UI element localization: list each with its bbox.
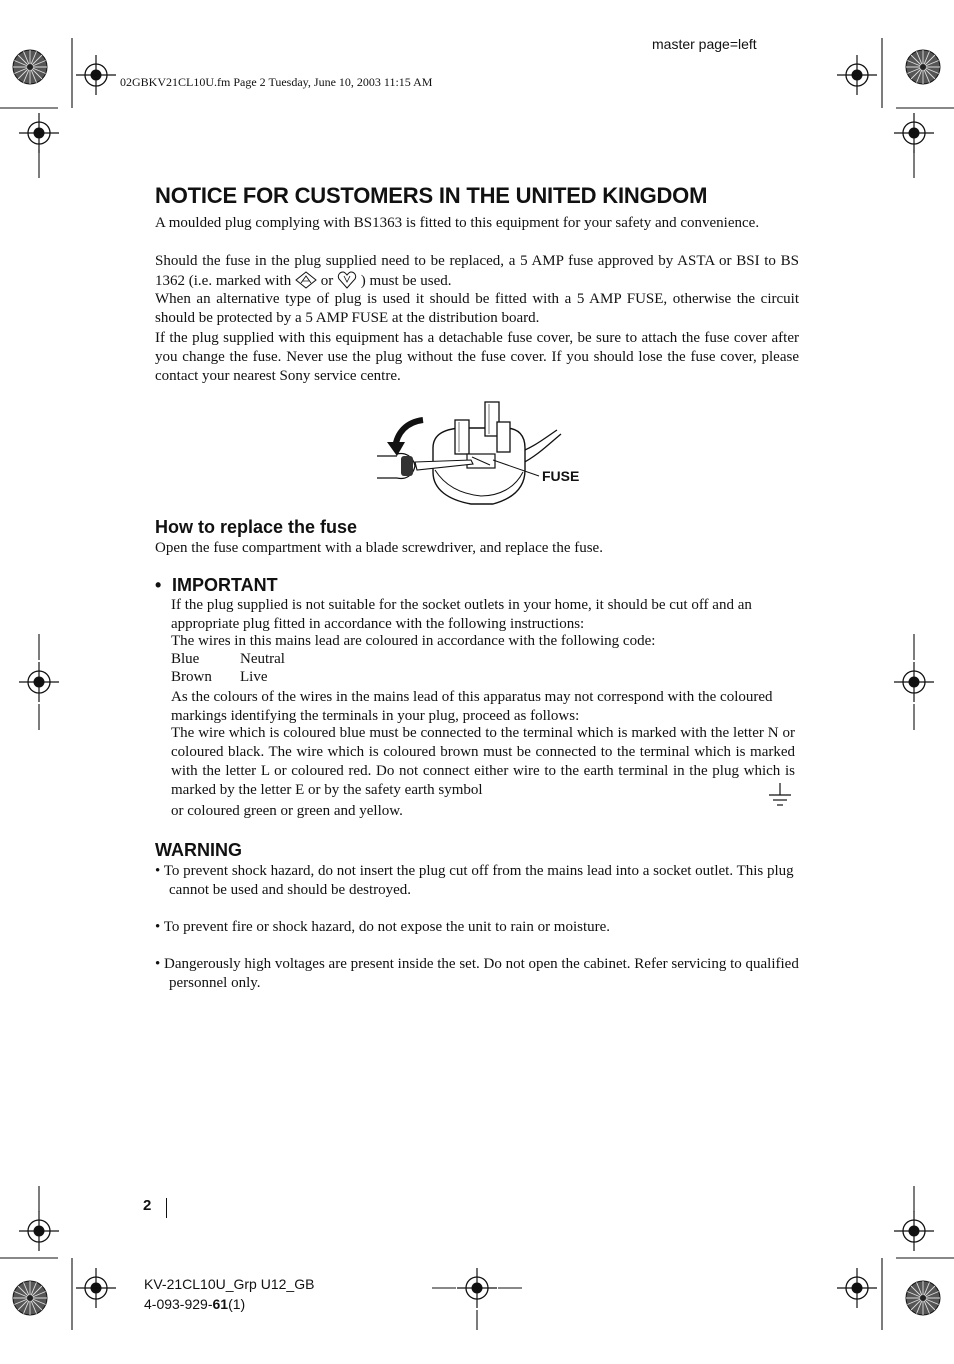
registration-mark-icon xyxy=(837,1268,877,1308)
master-page-label: master page=left xyxy=(652,36,757,52)
registration-mark-icon xyxy=(894,1211,934,1251)
important-paragraph-1: If the plug supplied is not suitable for the socket outlets in your home, it should be cut off and an appropriate plug fitted in accordance with the following instructions: xyxy=(171,597,752,632)
earth-symbol-icon xyxy=(767,782,793,808)
model-code: KV-21CL10U_Grp U12_GB xyxy=(144,1276,315,1292)
wire-meaning: Live xyxy=(240,669,268,685)
warning-item: • To prevent fire or shock hazard, do not expose the unit to rain or moisture. xyxy=(155,919,611,935)
warning-item: • Dangerously high voltages are present inside the set. Do not open the cabinet. Refer servicing to qualified personnel only. xyxy=(155,956,799,991)
part-number-bold: 61 xyxy=(212,1296,229,1312)
notice-paragraph-3: When an alternative type of plug is used it should be fitted with a 5 AMP FUSE, otherwise the circuit should be protected by a 5 AMP FUSE at the distribution board. xyxy=(155,291,799,326)
replace-heading: How to replace the fuse xyxy=(155,517,358,537)
part-number-suffix: (1) xyxy=(228,1296,246,1312)
page-number-divider xyxy=(166,1198,167,1218)
file-info: 02GBKV21CL10U.fm Page 2 Tuesday, June 10, 2003 11:15 AM xyxy=(120,75,433,89)
notice-p2-start: Should the fuse in the plug supplied need to be replaced, a 5 AMP fuse approved by ASTA or BSI to BS 1362 (i.e. marked with xyxy=(155,253,799,289)
registration-mark-icon xyxy=(457,1268,497,1308)
notice-p2-or: or xyxy=(320,273,334,289)
star-target-icon xyxy=(906,1281,940,1315)
registration-mark-icon xyxy=(19,662,59,702)
page-number: 2 xyxy=(143,1197,152,1214)
registration-mark-icon xyxy=(76,1268,116,1308)
important-paragraph-4: The wire which is coloured blue must be connected to the terminal which is marked with the letter N or coloured black. The wire which is coloured brown must be connected to the terminal which is marked with the letter L or coloured red. Do not connect either wire to the earth terminal in the plug which is marked by the letter E or by the safety earth symbol xyxy=(171,725,795,798)
wire-code-row xyxy=(171,669,268,686)
star-target-icon xyxy=(13,50,47,84)
notice-p2-end: ) must be used. xyxy=(360,273,452,289)
star-target-icon xyxy=(13,1281,47,1315)
wire-color: Blue xyxy=(171,651,200,667)
notice-paragraph-1: A moulded plug complying with BS1363 is fitted to this equipment for your safety and convenience. xyxy=(155,215,760,231)
warning-item: • To prevent shock hazard, do not insert the plug cut off from the mains lead into a socket outlet. This plug cannot be used and should be destroyed. xyxy=(155,863,794,898)
registration-mark-icon xyxy=(19,1211,59,1251)
wire-meaning: Neutral xyxy=(240,651,285,667)
page-title: NOTICE FOR CUSTOMERS IN THE UNITED KINGDOM xyxy=(155,183,708,208)
important-bullet: • xyxy=(155,575,162,595)
registration-mark-icon xyxy=(894,113,934,153)
registration-mark-icon xyxy=(894,662,934,702)
important-paragraph-2: The wires in this mains lead are coloured in accordance with the following code: xyxy=(171,633,656,649)
important-heading: IMPORTANT xyxy=(172,575,278,595)
warning-heading: WARNING xyxy=(155,840,242,860)
registration-mark-icon xyxy=(19,113,59,153)
star-target-icon xyxy=(906,50,940,84)
important-paragraph-3: As the colours of the wires in the mains lead of this apparatus may not correspond with the coloured markings identifying the terminals in your plug, proceed as follows: xyxy=(171,689,773,724)
wire-color: Brown xyxy=(171,669,212,685)
notice-paragraph-2 xyxy=(155,252,799,295)
fuse-label: FUSE xyxy=(542,468,580,484)
replace-text: Open the fuse compartment with a blade screwdriver, and replace the fuse. xyxy=(155,540,603,556)
registration-mark-icon xyxy=(76,55,116,95)
wire-code-row xyxy=(171,651,285,668)
registration-mark-icon xyxy=(837,55,877,95)
part-number xyxy=(144,1296,245,1312)
notice-paragraph-4: If the plug supplied with this equipment has a detachable fuse cover, be sure to attach the fuse cover after you change the fuse. Never use the plug without the fuse cover. If you should lose the fuse cover, please contact your nearest Sony service centre. xyxy=(155,330,799,384)
important-paragraph-5: or coloured green or green and yellow. xyxy=(171,803,403,819)
uk-plug-illustration xyxy=(375,398,585,510)
part-number-prefix: 4-093-929- xyxy=(144,1296,213,1312)
